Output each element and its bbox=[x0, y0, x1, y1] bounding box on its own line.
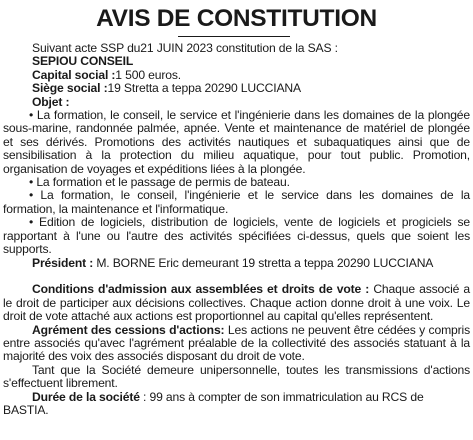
objet-item: • Edition de logiciels, distribution de logiciels, vente de logiciels et progiciels se rapportant à l'une ou l'autre des activités spécifiées ci-dessus, quels que soient les supports. bbox=[3, 215, 470, 257]
president-line bbox=[3, 257, 470, 270]
duree-value: : 99 ans à compter de son immatriculation au RCS de BASTIA. bbox=[3, 389, 424, 417]
siege-label: Siège social : bbox=[32, 81, 108, 96]
title-underline bbox=[178, 36, 290, 37]
president-value: M. BORNE Eric demeurant 19 stretta a teppa 20290 LUCCIANA bbox=[93, 255, 434, 270]
capital-value: 1 500 euros. bbox=[115, 67, 181, 82]
objet-label: Objet : bbox=[32, 94, 70, 109]
president-label: Président : bbox=[32, 255, 94, 270]
objet-item: • La formation, le conseil, le service et l'ingénierie dans les domaines de la plongée sous-marine, randonnée palmée, apnée. Vente et maintenance de matériel de plongée et ses dérivés. Promotions des activités nautiques et subaquatiques ainsi que de sensibilisation à la protection du milieu aquatique, pour tout public. Promotion, organisation de voyages et expéditions liées à la plongée. bbox=[3, 108, 470, 176]
duree-label: Durée de la société bbox=[32, 389, 140, 404]
objet-item: • La formation, le conseil, l'ingénierie et le service dans les domaines de la formation, la maintenance et l'informatique. bbox=[3, 188, 470, 216]
agrement-paragraph bbox=[3, 324, 470, 364]
intro-text: Suivant acte SSP du21 JUIN 2023 constitution de la SAS : bbox=[32, 41, 338, 55]
capital-line bbox=[3, 69, 470, 82]
siege-value: 19 Stretta a teppa 20290 LUCCIANA bbox=[107, 81, 301, 96]
conditions-label: Conditions d'admission aux assemblées et droits de vote : bbox=[32, 282, 370, 297]
duree-line bbox=[3, 391, 470, 418]
spacer bbox=[3, 270, 470, 283]
company-name: SEPIOU CONSEIL bbox=[32, 54, 134, 69]
notice-body bbox=[3, 42, 470, 417]
conditions-value: Chaque associé a le droit de participer aux décisions collectives. Chaque action donne droit à une voix. Le droit de vote attaché aux actions est proportionnel au capital qu'elles représentent. bbox=[3, 282, 470, 324]
notice-title: AVIS DE CONSTITUTION bbox=[96, 5, 377, 32]
capital-label: Capital social : bbox=[32, 67, 116, 82]
unipersonnelle-paragraph: Tant que la Société demeure unipersonnelle, toutes les transmissions d'actions s'effectuent librement. bbox=[3, 362, 470, 391]
agrement-value: Les actions ne peuvent être cédées y compris entre associés qu'avec l'agrément préalable de la collectivité des associés statuant à la majorité des voix des associés disposant du droit de vote. bbox=[3, 322, 470, 364]
agrement-label: Agrément des cessions d'actions: bbox=[32, 322, 225, 337]
objet-item: • La formation et le passage de permis de bateau. bbox=[29, 175, 290, 190]
conditions-paragraph bbox=[3, 283, 470, 323]
siege-line bbox=[3, 82, 470, 95]
